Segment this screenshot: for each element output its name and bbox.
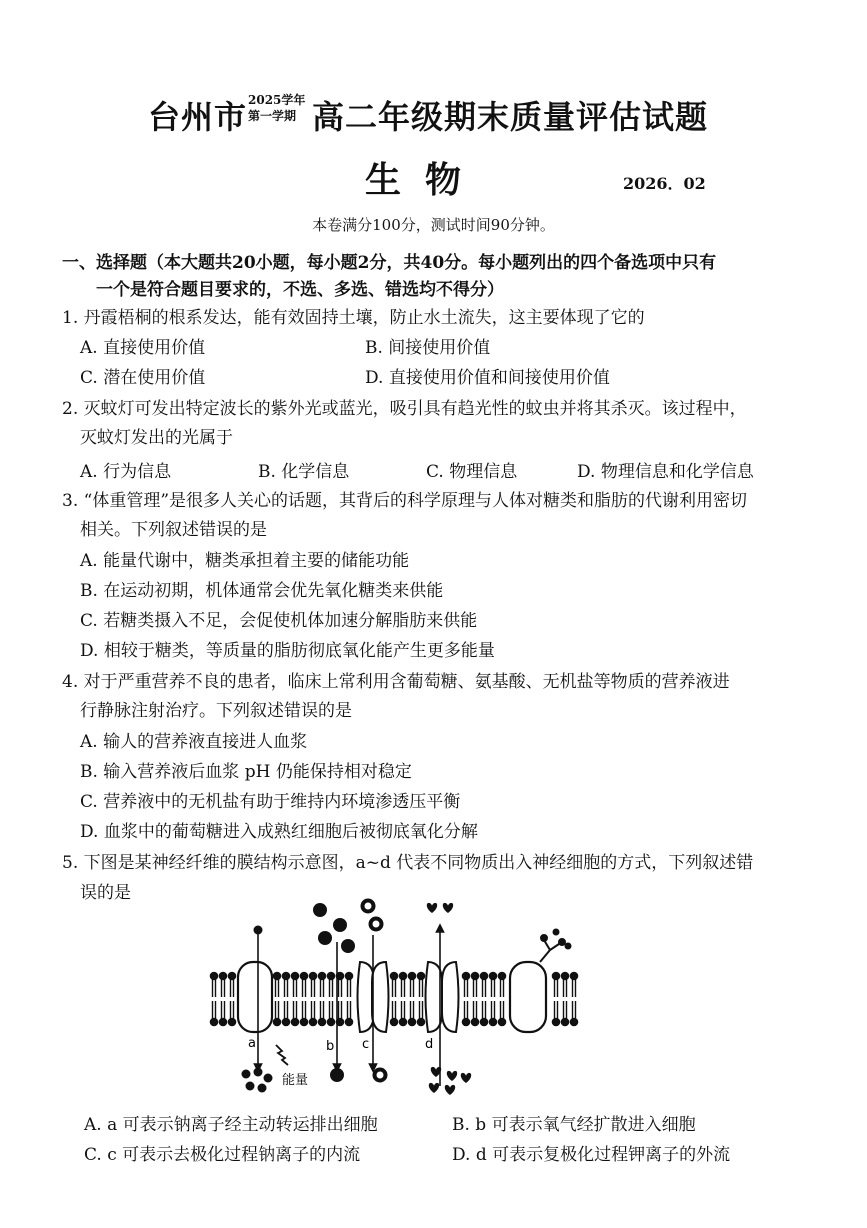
lipid-head [417,1018,424,1025]
lipid-head [318,1018,325,1025]
exam-note: 本卷满分100分，测试时间90分钟。 [312,216,555,234]
lipid-tail [321,979,324,997]
title-year-line2: 第一学期 [248,109,297,123]
heart-molecule-icon [429,1083,439,1093]
lipid-head [498,972,505,979]
lipid-head [300,972,307,979]
heart-molecule-icon [443,903,453,913]
q5-stem-line1: 5. 下图是某神经纤维的膜结构示意图，a~d 代表不同物质出入神经细胞的方式，下列叙述错 [62,853,754,873]
lipid-tail [420,1001,423,1019]
lipid-head [399,1018,406,1025]
lipid-tail [483,979,486,997]
lipid-tail [213,979,216,997]
lipid-tail [213,1001,216,1019]
heart-molecule-icon [427,903,437,913]
lipid-tail [465,979,468,997]
lipid-tail [465,1001,468,1019]
q1-option-d: D. 直接使用价值和间接使用价值 [365,368,610,388]
lipid-head [471,1018,478,1025]
lipid-head [408,1018,415,1025]
membrane-diagram [200,890,590,1100]
lipid-head [489,972,496,979]
lipid-head [417,972,424,979]
lipid-head [345,972,352,979]
lipid-tail [402,1001,405,1019]
q2-option-a: A. 行为信息 [80,462,172,482]
lipid-tail [339,1001,342,1019]
lipid-tail [231,979,234,997]
heart-molecule-icon [445,1085,455,1095]
molecules-b [313,903,355,1082]
q5-option-a: A. a 可表示钠离子经主动转运排出细胞 [84,1115,378,1135]
lipid-head [219,972,226,979]
lipid-tail [339,979,342,997]
lipid-head [345,1018,352,1025]
lipid-tail [564,1001,567,1019]
q1-option-c: C. 潜在使用价值 [80,368,206,388]
lipid-head [561,972,568,979]
lipid-head [282,1018,289,1025]
lipid-tail [555,979,558,997]
q1-stem: 1. 丹霞梧桐的根系发达，能有效固持土壤，防止水土流失，这主要体现了它的 [62,308,645,328]
exam-date: 2026．02 [623,174,706,193]
lipid-head [480,972,487,979]
lipid-head [309,972,316,979]
lipid-tail [555,1001,558,1019]
lipid-tail [492,1001,495,1019]
lipid-head [471,972,478,979]
lipid-head [273,972,280,979]
q4-option-a: A. 输人的营养液直接进人血浆 [80,732,308,752]
lipid-head [228,972,235,979]
label-b: b [326,1039,335,1054]
q3-stem-line1: 3. “体重管理”是很多人关心的话题，其背后的科学原理与人体对糖类和脂肪的代谢利用密切 [62,491,748,511]
lipid-head [570,1018,577,1025]
lipid-tail [321,1001,324,1019]
label-d: d [425,1037,434,1052]
q4-stem-line1: 4. 对于严重营养不良的患者，临床上常利用含葡萄糖、氨基酸、无机盐等物质的营养液进 [62,672,730,692]
lipid-tail [501,1001,504,1019]
lipid-head [552,1018,559,1025]
lipid-head [327,1018,334,1025]
lipid-tail [573,1001,576,1019]
title-city: 台州市 [148,98,248,136]
energy-zigzag-icon [276,1045,288,1065]
q3-option-a: A. 能量代谢中，糖类承担着主要的储能功能 [80,551,410,571]
lipid-head [327,972,334,979]
q4-stem-line2: 行静脉注射治疗。下列叙述错误的是 [80,701,352,721]
lipid-tail [483,1001,486,1019]
title-year [248,92,305,124]
q3-option-c: C. 若糖类摄入不足，会促使机体加速分解脂肪来供能 [80,611,478,631]
lipid-tail [393,1001,396,1019]
title-main: 高二年级期末质量评估试题 [312,98,709,136]
lipid-tail [402,979,405,997]
lipid-head [390,972,397,979]
lipid-head [291,1018,298,1025]
lipid-tail [294,979,297,997]
lipid-tail [474,979,477,997]
lipid-head [561,1018,568,1025]
label-a: a [248,1036,256,1051]
lipid-head [399,972,406,979]
q5-stem-line2: 误的是 [80,883,131,903]
lipid-head [291,972,298,979]
channel-protein-c-right [372,962,389,1032]
lipid-head [300,1018,307,1025]
section1-line1: 一、选择题（本大题共20小题，每小题2分，共40分。每小题列出的四个备选项中只有 [62,253,717,273]
lipid-tail [501,979,504,997]
q1-option-b: B. 间接使用价值 [365,338,491,358]
q5-option-b: B. b 可表示氧气经扩散进入细胞 [452,1115,696,1135]
q4-option-b: B. 输入营养液后血浆 pH 仍能保持相对稳定 [80,762,412,782]
q3-stem-line2: 相关。下列叙述错误的是 [80,520,267,540]
q2-stem-line2: 灭蚊灯发出的光属于 [80,428,233,448]
subject-title: 生物 [365,159,486,201]
lipid-head [228,1018,235,1025]
lipid-tail [303,979,306,997]
lipid-tail [474,1001,477,1019]
q2-option-c: C. 物理信息 [426,462,518,482]
lipid-tail [411,1001,414,1019]
sugar-chain-icon [540,930,571,963]
lipid-head [480,1018,487,1025]
q2-stem-line1: 2. 灭蚊灯可发出特定波长的紫外光或蓝光，吸引具有趋光性的蚊虫并将其杀灭。该过程中， [62,399,747,419]
lipid-tail [276,979,279,997]
glycoprotein [510,962,546,1032]
q2-option-d: D. 物理信息和化学信息 [577,462,754,482]
lipid-tail [330,1001,333,1019]
lipid-tail [312,979,315,997]
label-c: c [362,1037,370,1052]
lipid-tail [393,979,396,997]
lipid-tail [564,979,567,997]
q3-option-d: D. 相较于糖类，等质量的脂肪彻底氧化能产生更多能量 [80,641,495,661]
lipid-head [210,972,217,979]
lipid-head [498,1018,505,1025]
lipid-tail [285,1001,288,1019]
lipid-head [210,1018,217,1025]
q3-option-b: B. 在运动初期，机体通常会优先氧化糖类来供能 [80,581,444,601]
q1-option-a: A. 直接使用价值 [80,338,206,358]
channel-protein-d-right [442,962,459,1032]
q4-option-d: D. 血浆中的葡萄糖进入成熟红细胞后被彻底氧化分解 [80,822,478,842]
lipid-tail [222,1001,225,1019]
q2-option-b: B. 化学信息 [258,462,350,482]
lipid-tail [222,979,225,997]
lipid-tail [312,1001,315,1019]
q4-option-c: C. 营养液中的无机盐有助于维持内环境渗透压平衡 [80,792,461,812]
lipid-head [282,972,289,979]
q5-option-d: D. d 可表示复极化过程钾离子的外流 [452,1145,731,1165]
lipid-tail [492,979,495,997]
lipid-tail [348,979,351,997]
lipid-tail [276,1001,279,1019]
lipid-head [309,1018,316,1025]
lipid-tail [294,1001,297,1019]
lipid-head [462,972,469,979]
lipid-tail [348,1001,351,1019]
lipid-tail [303,1001,306,1019]
heart-molecule-icon [461,1073,471,1083]
lipid-head [219,1018,226,1025]
q5-option-c: C. c 可表示去极化过程钠离子的内流 [84,1145,361,1165]
lipid-tail [411,979,414,997]
lipid-tail [285,979,288,997]
lipid-head [462,1018,469,1025]
lipid-tail [573,979,576,997]
lipid-head [390,1018,397,1025]
lipid-tail [330,979,333,997]
energy-label: 能量 [282,1073,309,1088]
lipid-head [552,972,559,979]
lipid-head [570,972,577,979]
lipid-head [489,1018,496,1025]
lipid-head [318,972,325,979]
section1-line2: 一个是符合题目要求的，不选、多选、错选均不得分） [96,280,504,300]
carrier-protein-a [238,962,272,1032]
lipid-tail [420,979,423,997]
title-year-line1: 2025学年 [248,93,306,107]
lipid-head [273,1018,280,1025]
heart-molecule-icon [447,1071,457,1081]
lipid-head [408,972,415,979]
lipid-tail [231,1001,234,1019]
